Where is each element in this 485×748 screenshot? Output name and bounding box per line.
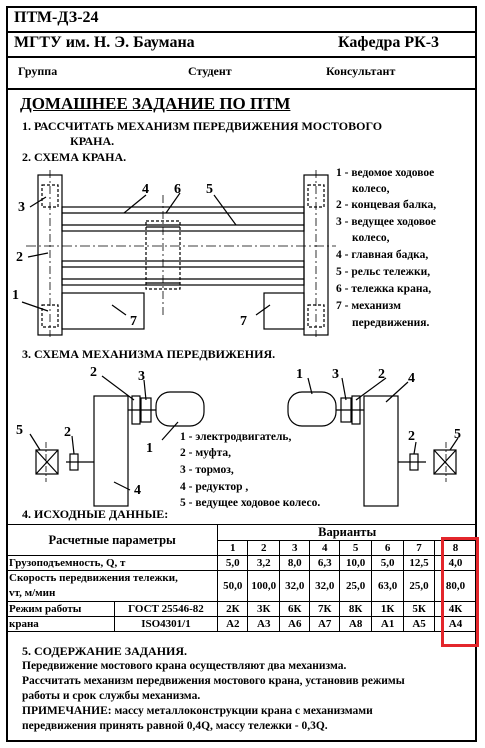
table-cell: 8К [340, 602, 372, 617]
university-name: МГТУ им. Н. Э. Баумана [14, 34, 195, 51]
table-cell: 6К [280, 602, 310, 617]
motor-left [156, 392, 204, 426]
crane-legend-line: 6 - тележка крана, [336, 283, 432, 295]
table-row [7, 602, 477, 617]
travel-mechanism-right [264, 293, 304, 329]
row-label-line: Скорость передвижения тележки, [9, 572, 178, 584]
task-line-1: 1. РАССЧИТАТЬ МЕХАНИЗМ ПЕРЕДВИЖЕНИЯ МОСТОВОГО [22, 119, 383, 133]
row-label-line: vт, м/мин [9, 587, 56, 599]
student-label: Студент [188, 64, 232, 78]
motor-right [288, 392, 336, 426]
task-line-2: КРАНА. [70, 134, 115, 148]
mech-right-label-2b: 2 [408, 429, 415, 444]
crane-legend-line: передвижения. [352, 317, 430, 329]
table-cell: 5,0 [372, 556, 404, 571]
variant-number: 7 [404, 541, 435, 556]
table-cell: А2 [218, 617, 248, 632]
group-label: Группа [18, 64, 58, 78]
row-label [7, 571, 218, 602]
table-row [7, 617, 477, 632]
param-header: Расчетные параметры [7, 525, 218, 556]
main-girder-top [62, 207, 304, 231]
crane-legend-line: 1 - ведомое ходовое [336, 167, 435, 179]
divider [6, 31, 477, 33]
crane-label-4: 4 [142, 182, 149, 197]
table-cell: 3,2 [248, 556, 280, 571]
crane-label-2: 2 [16, 250, 23, 265]
standard-cell: ГОСТ 25546-82 [114, 602, 218, 617]
section-task-content: 5. СОДЕРЖАНИЕ ЗАДАНИЯ. [22, 644, 188, 658]
crane-legend-line: 4 - главная бадка, [336, 249, 429, 261]
variant-number: 6 [372, 541, 404, 556]
crane-legend-line: 5 - рельс тележки, [336, 266, 431, 278]
table-row [7, 556, 477, 571]
crane-label-7-right: 7 [240, 314, 247, 329]
table-cell: 4К [435, 602, 477, 617]
table-cell: А7 [310, 617, 340, 632]
table-cell: 80,0 [435, 571, 477, 602]
mech-right-label-4: 4 [408, 371, 415, 386]
table-cell: 63,0 [372, 571, 404, 602]
section-initial-data: 4. ИСХОДНЫЕ ДАННЫЕ: [22, 507, 169, 521]
content-line: Передвижение мостового крана осуществляют два механизма. [22, 660, 347, 672]
main-girder-bottom [62, 261, 304, 285]
table-cell: 32,0 [310, 571, 340, 602]
section-crane-scheme: 2. СХЕМА КРАНА. [22, 150, 127, 164]
table-cell: 12,5 [404, 556, 435, 571]
table-cell: 7К [310, 602, 340, 617]
table-cell: А5 [404, 617, 435, 632]
mech-left-label-1: 1 [146, 441, 153, 456]
parameters-table [6, 524, 477, 632]
table-cell: 3К [248, 602, 280, 617]
content-line: Рассчитать механизм передвижения мостового крана, установив режимы [22, 675, 405, 687]
department-name: Кафедра РК-3 [338, 34, 440, 51]
content-line: работы и срок службы механизма. [22, 690, 201, 702]
variant-8-highlight [441, 537, 479, 647]
variant-number: 3 [280, 541, 310, 556]
gear-reducer-right [364, 396, 398, 506]
gear-reducer-left [94, 396, 128, 506]
crane-label-1: 1 [12, 288, 19, 303]
table-cell: А8 [340, 617, 372, 632]
crane-scheme-diagram [6, 165, 336, 340]
table-cell: 100,0 [248, 571, 280, 602]
table-cell: 32,0 [280, 571, 310, 602]
standard-cell: ISO4301/1 [114, 617, 218, 632]
mech-left-label-3: 3 [138, 369, 145, 384]
mech-legend-line: 5 - ведущее ходовое колесо. [180, 497, 321, 509]
crane-label-7-left: 7 [130, 314, 137, 329]
variant-number: 4 [310, 541, 340, 556]
mech-legend-line: 4 - редуктор , [180, 481, 249, 493]
crane-legend-line: колесо, [352, 183, 390, 195]
crane-legend-line: 2 - концевая балка, [336, 199, 437, 211]
row-label: Режим работы [7, 602, 115, 617]
divider [6, 56, 477, 58]
crane-legend-line: 7 - механизм [336, 300, 401, 312]
document-code: ПТМ-ДЗ-24 [14, 9, 99, 26]
mech-left-label-2: 2 [90, 365, 97, 380]
mech-legend-line: 1 - электродвигатель, [180, 431, 292, 443]
mech-right-label-2: 2 [378, 367, 385, 382]
table-cell: 4,0 [435, 556, 477, 571]
crane-label-6: 6 [174, 182, 181, 197]
mech-legend-line: 2 - муфта, [180, 447, 231, 459]
table-cell: 6,3 [310, 556, 340, 571]
mech-left-label-5: 5 [16, 423, 23, 438]
variants-header: Варианты [218, 525, 477, 541]
table-cell: А6 [280, 617, 310, 632]
row-label: крана [7, 617, 115, 632]
table-cell: 5К [404, 602, 435, 617]
mech-right-label-1: 1 [296, 367, 303, 382]
mech-legend-line: 3 - тормоз, [180, 464, 234, 476]
table-cell: А3 [248, 617, 280, 632]
table-cell: 2К [218, 602, 248, 617]
table-cell: 25,0 [404, 571, 435, 602]
row-label: Грузоподъемность, Q, т [7, 556, 218, 571]
table-cell: 5,0 [218, 556, 248, 571]
consultant-label: Консультант [326, 64, 396, 78]
crane-legend-line: 3 - ведущее ходовое [336, 216, 436, 228]
divider [6, 88, 477, 90]
table-cell: А1 [372, 617, 404, 632]
table-cell: А4 [435, 617, 477, 632]
mech-left-label-4: 4 [134, 483, 141, 498]
mech-right-label-3: 3 [332, 367, 339, 382]
table-cell: 25,0 [340, 571, 372, 602]
table-row [7, 571, 477, 602]
variant-number: 5 [340, 541, 372, 556]
variant-number: 1 [218, 541, 248, 556]
mech-left-label-2b: 2 [64, 425, 71, 440]
table-cell: 10,0 [340, 556, 372, 571]
table-cell: 8,0 [280, 556, 310, 571]
table-cell: 50,0 [218, 571, 248, 602]
section-mechanism-scheme: 3. СХЕМА МЕХАНИЗМА ПЕРЕДВИЖЕНИЯ. [22, 347, 276, 361]
content-line: ПРИМЕЧАНИЕ: массу металлоконструкции крана с механизмами [22, 705, 373, 717]
crane-legend-line: колесо, [352, 232, 390, 244]
content-line: передвижения принять равной 0,4Q, массу тележки - 0,3Q. [22, 720, 328, 732]
page-title: ДОМАШНЕЕ ЗАДАНИЕ ПО ПТМ [20, 94, 291, 113]
variant-number: 2 [248, 541, 280, 556]
crane-label-3: 3 [18, 200, 25, 215]
crane-label-5: 5 [206, 182, 213, 197]
mech-right-label-5: 5 [454, 427, 461, 442]
variant-number: 8 [435, 541, 477, 556]
table-cell: 1К [372, 602, 404, 617]
